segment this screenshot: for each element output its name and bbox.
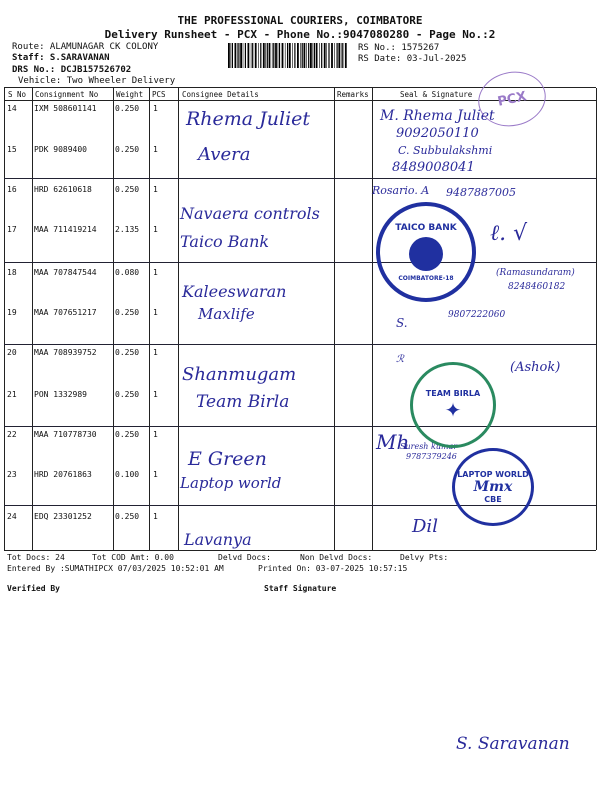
row-pcs: 1 [153, 185, 158, 194]
barcode-bar [326, 43, 327, 68]
signature-16: Rosario. A [372, 184, 430, 197]
barcode-bar [313, 43, 314, 68]
route: Route: ALAMUNAGAR CK COLONY [12, 42, 159, 52]
barcode-bar [334, 43, 335, 68]
consignee-handwriting: Maxlife [198, 305, 255, 323]
barcode-bar [331, 43, 333, 68]
barcode-bar [314, 43, 315, 68]
col-weight: Weight [116, 90, 144, 99]
row-consignment-no: HRD 62610618 [34, 185, 92, 194]
row-consignment-no: MAA 707651217 [34, 308, 97, 317]
barcode-bar [304, 43, 306, 68]
laptop-world-seal: LAPTOP WORLD Mmx CBE [452, 448, 534, 526]
runsheet-subtitle: Delivery Runsheet - PCX - Phone No.:9047080280 - Page No.:2 [104, 28, 496, 41]
row-consignment-no: EDQ 23301252 [34, 512, 92, 521]
staff-signature: S. Saravanan [456, 734, 570, 754]
row-weight: 0.250 [115, 512, 140, 521]
signature-22-phone: 9787379246 [406, 452, 457, 461]
row-weight: 0.250 [115, 145, 140, 154]
company-title: THE PROFESSIONAL COURIERS, COIMBATORE [177, 14, 423, 27]
taico-bank-seal: TAICO BANK COIMBATORE-18 [376, 202, 476, 302]
row-weight: 0.250 [115, 348, 140, 357]
row-pcs: 1 [153, 104, 158, 113]
consignee-handwriting: Shanmugam [182, 364, 297, 385]
barcode-bar [265, 43, 266, 68]
total-cod: Tot COD Amt: 0.00 [92, 553, 174, 562]
row-sno: 14 [7, 104, 17, 113]
barcode-bar [341, 43, 342, 68]
consignee-handwriting: Laptop world [180, 474, 282, 492]
staff-signature-label: Staff Signature [264, 584, 337, 593]
row-pcs: 1 [153, 512, 158, 521]
row-pcs: 1 [153, 390, 158, 399]
delivered-docs: Delvd Docs: [218, 553, 271, 562]
signature-22-name: Suresh kumar [400, 442, 458, 451]
signature-24: Dil [412, 516, 438, 537]
barcode-bar [345, 43, 347, 68]
row-weight: 0.250 [115, 390, 140, 399]
consignee-handwriting: Rhema Juliet [186, 108, 311, 130]
barcode-bar [275, 43, 277, 68]
barcode-bar [279, 43, 280, 68]
barcode-bar [294, 43, 295, 68]
barcode-bar [237, 43, 238, 68]
row-pcs: 1 [153, 348, 158, 357]
barcode-bar [308, 43, 309, 68]
row-weight: 0.250 [115, 104, 140, 113]
table-row [0, 390, 600, 434]
barcode-bar [273, 43, 274, 68]
row-sno: 19 [7, 308, 17, 317]
barcode-bar [297, 43, 299, 68]
row-sno: 24 [7, 512, 17, 521]
barcode-bar [260, 43, 261, 68]
barcode-bar [245, 43, 246, 68]
verified-by: Verified By [7, 584, 60, 593]
row-weight: 0.250 [115, 308, 140, 317]
barcode-bar [285, 43, 286, 68]
row-consignment-no: PON 1332989 [34, 390, 87, 399]
pcx-stamp: PCX [473, 66, 551, 133]
col-remarks: Remarks [337, 90, 369, 99]
row-weight: 0.080 [115, 268, 140, 277]
barcode-bar [319, 43, 320, 68]
row-sno: 20 [7, 348, 17, 357]
vehicle: Vehicle: Two Wheeler Delivery [18, 76, 176, 86]
row-sno: 23 [7, 470, 17, 479]
signature-15: C. Subbulakshmi [398, 144, 493, 157]
row-consignment-no: MAA 711419214 [34, 225, 97, 234]
barcode-bar [238, 43, 239, 68]
row-sno: 18 [7, 268, 17, 277]
staff: Staff: S.SARAVANAN [12, 53, 110, 63]
barcode-bar [251, 43, 252, 68]
barcode-bar [272, 43, 273, 68]
barcode-bar [252, 43, 253, 68]
barcode-bar [248, 43, 250, 68]
barcode-bar [342, 43, 343, 68]
consignee-handwriting: Navaera controls Taico Bank [180, 204, 320, 251]
signature-22: Mh [376, 430, 410, 454]
signature-14-phone: 9092050110 [396, 126, 479, 141]
barcode-bar [228, 43, 230, 68]
signature-20: (Ashok) [510, 360, 561, 375]
row-pcs: 1 [153, 430, 158, 439]
row-pcs: 1 [153, 470, 158, 479]
signature-17: ℓ. √ [490, 221, 528, 246]
barcode-bar [282, 43, 284, 68]
rs-number: RS No.: 1575267 [358, 43, 440, 53]
barcode-bar [287, 43, 288, 68]
barcode-bar [263, 43, 265, 68]
barcode-bar [324, 43, 326, 68]
signature-14: M. Rhema Juliet [380, 108, 495, 124]
signature-18: (Ramasundaram) [496, 268, 575, 278]
consignee-handwriting: Team Birla [196, 392, 290, 412]
barcode-bar [328, 43, 329, 68]
row-sno: 17 [7, 225, 17, 234]
delivery-points: Delvy Pts: [400, 553, 449, 562]
row-consignment-no: PDK 9089400 [34, 145, 87, 154]
barcode-bar [258, 43, 259, 68]
row-consignment-no: MAA 708939752 [34, 348, 97, 357]
barcode-bar [243, 43, 244, 68]
col-seal-signature: Seal & Signature [400, 90, 473, 99]
row-consignment-no: IXM 508601141 [34, 104, 97, 113]
row-sno: 16 [7, 185, 17, 194]
row-weight: 0.250 [115, 185, 140, 194]
barcode-bar [321, 43, 322, 68]
entered-by: Entered By :SUMATHIPCX 07/03/2025 10:52:01 AM [7, 564, 224, 573]
signature-19-phone: 9807222060 [448, 310, 506, 320]
row-weight: 2.135 [115, 225, 140, 234]
table-row [0, 145, 600, 189]
signature-18-phone: 8248460182 [508, 282, 566, 292]
barcode-bar [289, 43, 291, 68]
barcode-bar [255, 43, 257, 68]
barcode-bar [306, 43, 307, 68]
signature-19: S. [396, 316, 408, 330]
rs-date: RS Date: 03-Jul-2025 [358, 54, 467, 64]
consignee-handwriting: Kaleeswaran [182, 282, 287, 301]
barcode-bar [337, 43, 338, 68]
row-weight: 0.100 [115, 470, 140, 479]
row-sno: 22 [7, 430, 17, 439]
barcode-bar [310, 43, 312, 68]
col-consignment: Consignment No [35, 90, 99, 99]
signature-16-phone: 9487887005 [446, 186, 516, 199]
row-pcs: 1 [153, 308, 158, 317]
row-consignment-no: MAA 707847544 [34, 268, 97, 277]
table-row [0, 308, 600, 352]
consignee-handwriting: E Green [188, 448, 267, 470]
col-pcs: PCS [152, 90, 166, 99]
barcode-bar [278, 43, 279, 68]
col-sno: S No [8, 90, 27, 99]
printed-on: Printed On: 03-07-2025 10:57:15 [258, 564, 408, 573]
consignee-handwriting: Lavanya [184, 530, 252, 549]
barcode-bar [300, 43, 301, 68]
drs-number: DRS No.: DCJB157526702 [12, 65, 132, 75]
signature-15-phone: 8489008041 [392, 160, 475, 175]
col-consignee: Consignee Details [182, 90, 259, 99]
barcode-bar [292, 43, 293, 68]
barcode-bar [240, 43, 242, 68]
row-pcs: 1 [153, 145, 158, 154]
barcode-bar [302, 43, 303, 68]
row-sno: 15 [7, 145, 17, 154]
row-sno: 21 [7, 390, 17, 399]
signature-20-initial: ℛ [396, 354, 404, 365]
barcode-bar [232, 43, 233, 68]
total-docs: Tot Docs: 24 [7, 553, 65, 562]
barcode-bar [231, 43, 232, 68]
row-pcs: 1 [153, 268, 158, 277]
barcode-bar [338, 43, 340, 68]
barcode-bar [267, 43, 268, 68]
non-delivered-docs: Non Delvd Docs: [300, 553, 373, 562]
row-consignment-no: MAA 710778730 [34, 430, 97, 439]
consignee-handwriting: Avera [198, 144, 251, 165]
barcode-bar [316, 43, 318, 68]
row-weight: 0.250 [115, 430, 140, 439]
barcode-bar [269, 43, 271, 68]
barcode-bar [235, 43, 237, 68]
barcode [228, 43, 348, 68]
row-consignment-no: HRD 20761863 [34, 470, 92, 479]
row-pcs: 1 [153, 225, 158, 234]
team-birla-seal: TEAM BIRLA ✦ [410, 362, 496, 448]
